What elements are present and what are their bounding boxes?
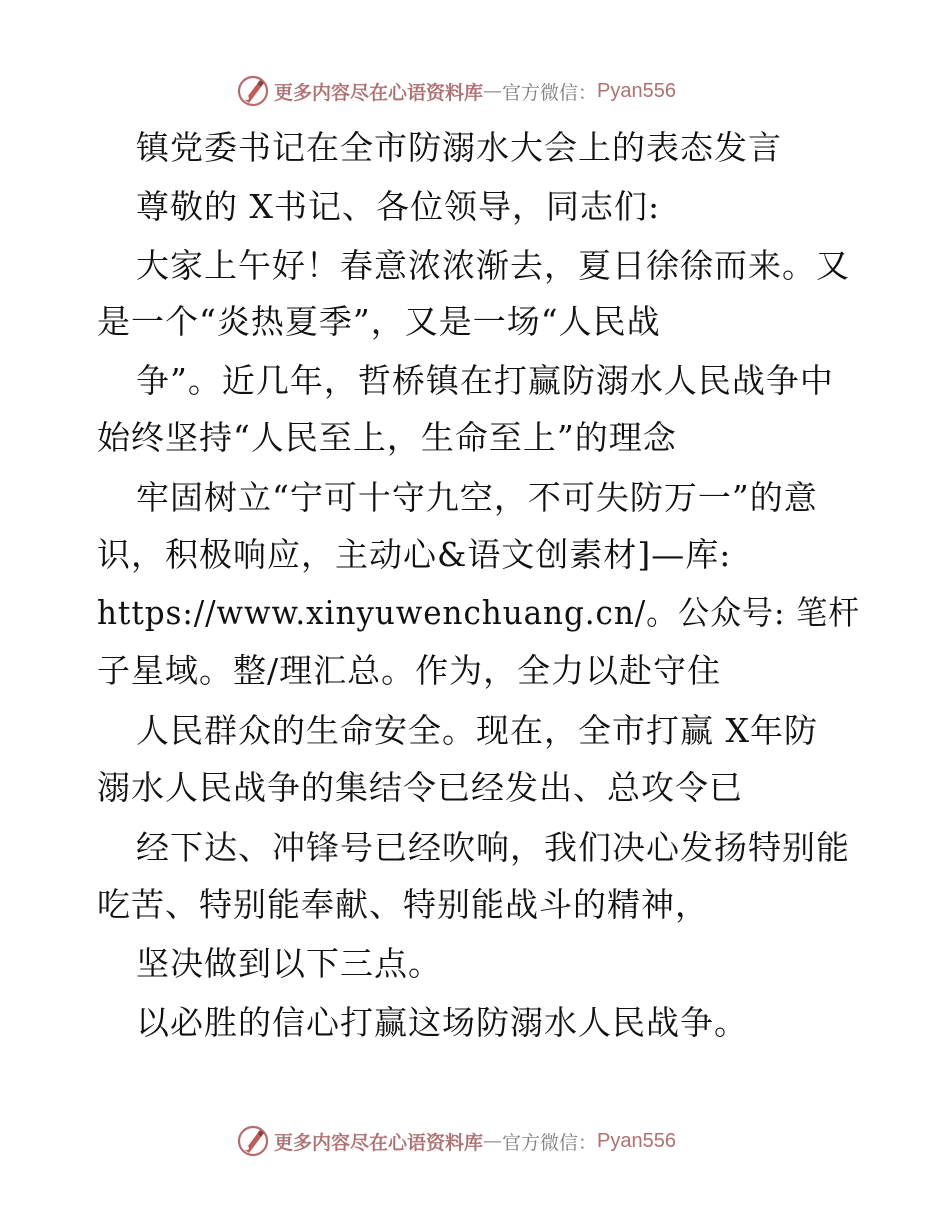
paragraph-line: 是一个“炎热夏季”，又是一场“人民战: [97, 302, 661, 341]
watermark-wechat-label: 官方微信：: [502, 81, 598, 104]
paragraph-line: 经下达、冲锋号已经吹响，我们决心发扬特别能: [136, 828, 850, 867]
paragraph-line: 人民群众的生命安全。现在，全市打赢 X年防: [136, 711, 818, 750]
paragraph-line: 大家上午好！春意浓浓渐去，夏日徐徐而来。又: [136, 246, 850, 285]
watermark-wechat-id: Pyan556: [597, 1129, 676, 1152]
watermark-wechat-label: 官方微信：: [502, 1131, 598, 1154]
document-title: 镇党委书记在全市防溺水大会上的表态发言: [136, 128, 782, 167]
paragraph-line: 牢固树立“宁可十守九空，不可失防万一”的意: [136, 478, 818, 517]
watermark-separator: —: [483, 80, 503, 102]
header-watermark: [236, 74, 676, 108]
watermark-wechat-id: Pyan556: [597, 79, 676, 102]
watermark-separator: —: [483, 1130, 503, 1152]
paragraph-line: 坚决做到以下三点。: [136, 944, 442, 983]
paragraph-line: 以必胜的信心打赢这场防溺水人民战争。: [136, 1003, 748, 1042]
paragraph-line: 吃苦、特别能奉献、特别能战斗的精神，: [97, 885, 709, 924]
salutation-line: 尊敬的 X书记、各位领导，同志们:: [136, 187, 661, 226]
paragraph-line: 溺水人民战争的集结令已经发出、总攻令已: [97, 768, 743, 807]
paragraph-line: 始终坚持“人民至上，生命至上”的理念: [97, 418, 677, 457]
pen-logo-icon: [236, 74, 270, 108]
paragraph-line: 子星域。整/理汇总。作为，全力以赴守住: [97, 651, 722, 690]
watermark-text: 更多内容尽在心语资料库: [274, 1131, 484, 1154]
watermark-text: 更多内容尽在心语资料库: [274, 81, 484, 104]
paragraph-line: 争”。近几年，哲桥镇在打赢防溺水人民战争中: [136, 361, 834, 400]
paragraph-line: https://www.xinyuwenchuang.cn/。公众号: 笔杆: [97, 593, 861, 632]
pen-logo-icon: [236, 1124, 270, 1158]
footer-watermark: [236, 1124, 676, 1158]
paragraph-line: 识，积极响应，主动心&语文创素材]—库:: [97, 535, 732, 574]
